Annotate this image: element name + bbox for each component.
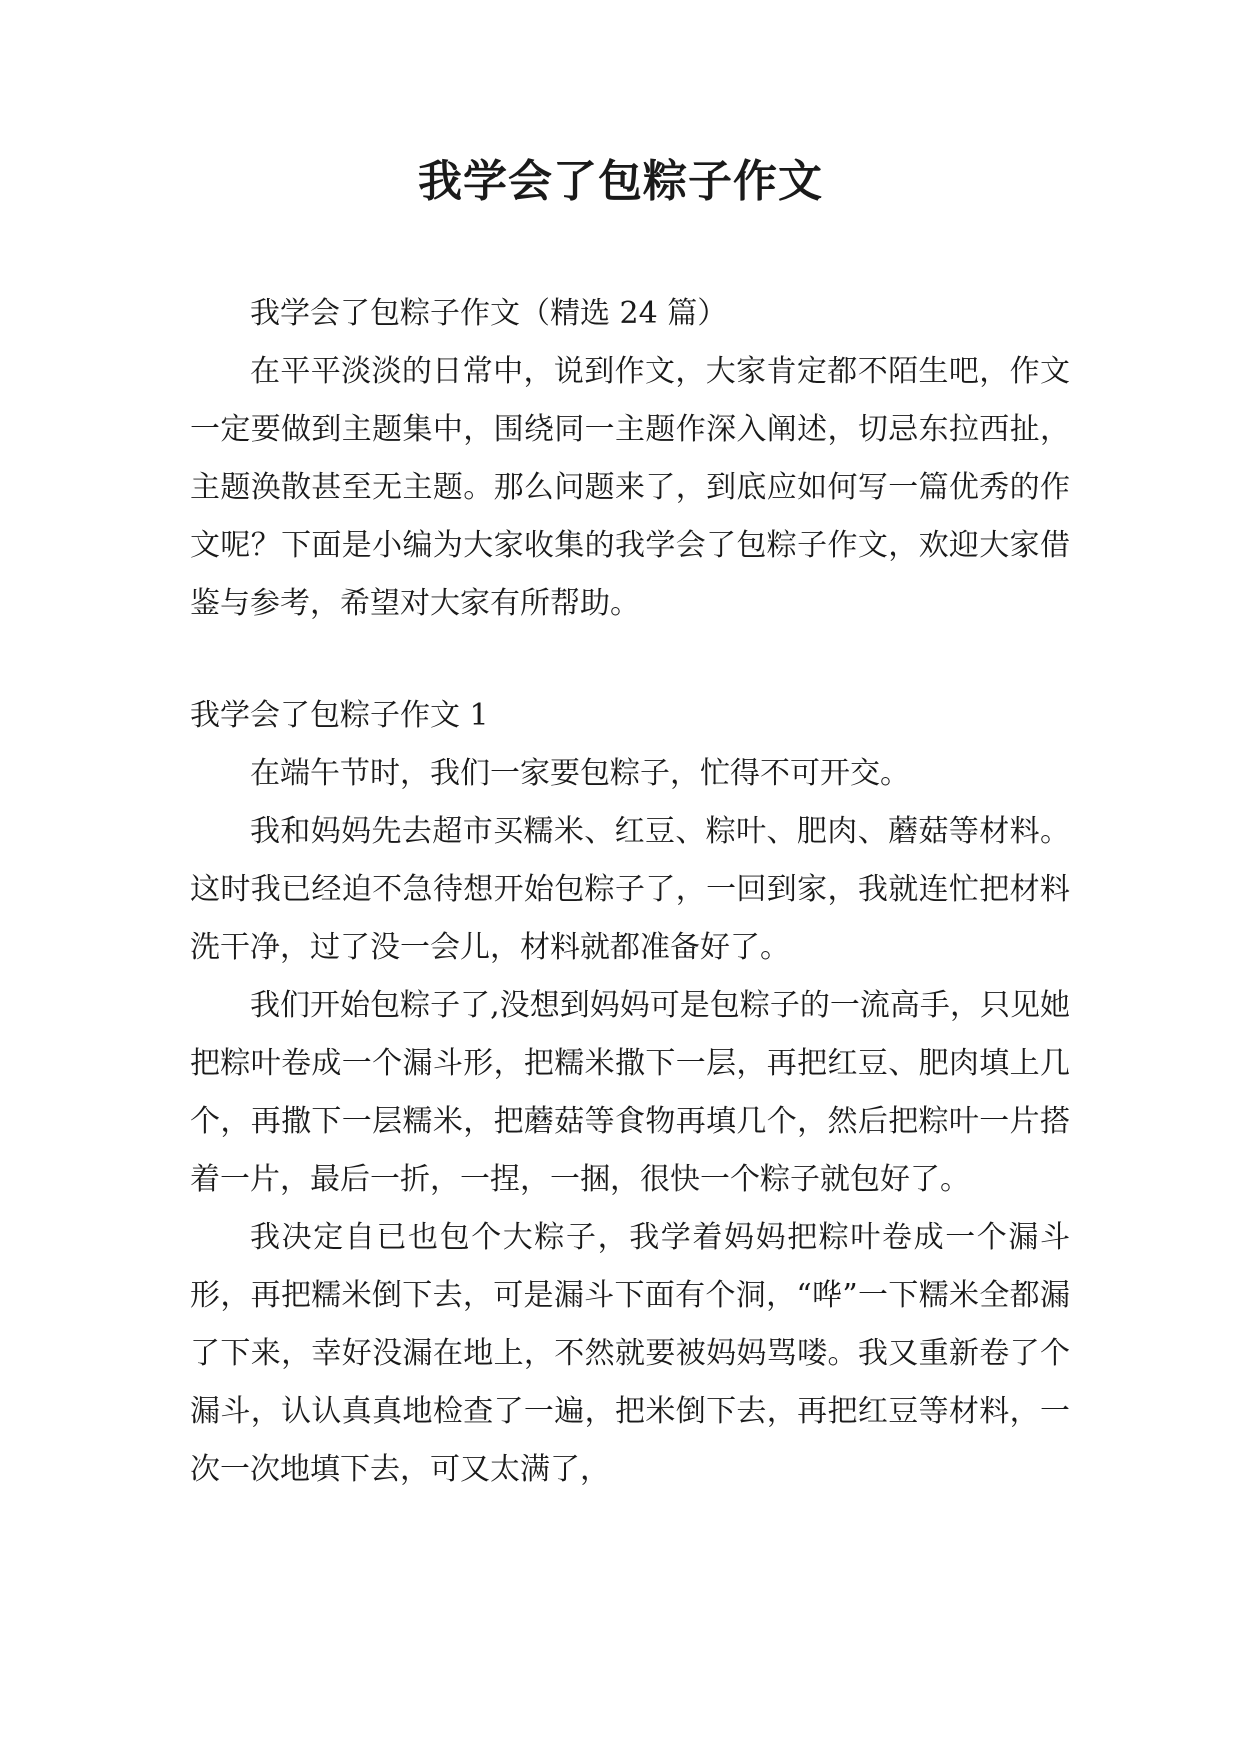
body-paragraph: 我决定自已也包个大粽子，我学着妈妈把粽叶卷成一个漏斗形，再把糯米倒下去，可是漏斗下面有个洞，“哗”一下糯米全都漏了下来，幸好没漏在地上，不然就要被妈妈骂喽。我又重新卷了个漏斗，认认真真地检查了一遍，把米倒下去，再把红豆等材料，一次一次地填下去，可又太满了， bbox=[190, 1220, 1070, 1487]
body-paragraph: 我和妈妈先去超市买糯米、红豆、粽叶、肥肉、蘑菇等材料。这时我已经迫不急待想开始包粽子了，一回到家，我就连忙把材料洗干净，过了没一会儿，材料就都准备好了。 bbox=[190, 814, 1070, 965]
section-heading: 我学会了包粽子作文 1 bbox=[190, 698, 489, 733]
document-body bbox=[190, 285, 1070, 1499]
intro-paragraph: 在平平淡淡的日常中，说到作文，大家肯定都不陌生吧，作文一定要做到主题集中，围绕同一主题作深入阐述，切忌东拉西扯，主题涣散甚至无主题。那么问题来了，到底应如何写一篇优秀的作文呢？下面是小编为大家收集的我学会了包粽子作文，欢迎大家借鉴与参考，希望对大家有所帮助。 bbox=[190, 354, 1070, 621]
body-paragraph: 我们开始包粽子了,没想到妈妈可是包粽子的一流高手，只见她把粽叶卷成一个漏斗形，把糯米撒下一层，再把红豆、肥肉填上几个，再撒下一层糯米，把蘑菇等食物再填几个，然后把粽叶一片搭着一片，最后一折，一捏，一捆，很快一个粽子就包好了。 bbox=[190, 988, 1070, 1197]
document-title: 我学会了包粽子作文 bbox=[418, 156, 823, 207]
document-subtitle: 我学会了包粽子作文（精选 24 篇） bbox=[250, 296, 728, 331]
body-paragraph: 在端午节时，我们一家要包粽子，忙得不可开交。 bbox=[250, 756, 910, 791]
